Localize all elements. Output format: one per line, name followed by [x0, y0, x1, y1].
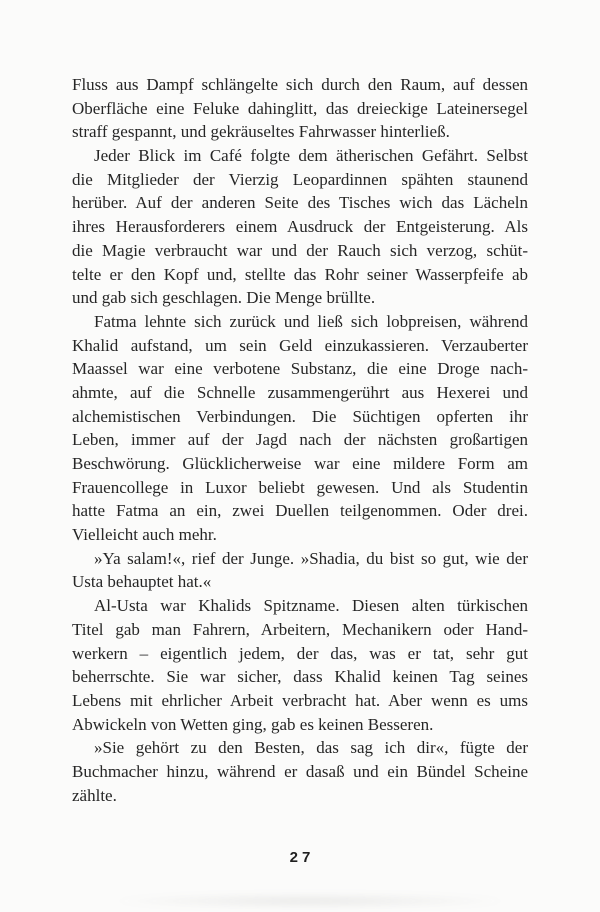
text-line: Fluss aus Dampf schlängelte sich durch den Raum, auf dessen	[72, 75, 528, 94]
text-line: straff gespannt, und gekräuseltes Fahrwasser hinterließ.	[72, 122, 450, 142]
text-line: Abwickeln von Wetten ging, gab es keinen Besseren.	[72, 714, 434, 734]
text-line: alchemistischen Verbindungen. Die Süchtigen opferten ihr	[72, 406, 528, 426]
text-line: Oberfläche eine Feluke dahinglitt, das dreieckige Lateinersegel	[72, 98, 528, 118]
show-through-smudge	[120, 893, 500, 909]
text-line: telte er den Kopf und, stellte das Rohr seiner Wasserpfeife ab	[72, 264, 528, 284]
text-line: und gab sich geschlagen. Die Menge brüllte.	[72, 288, 376, 308]
text-line: Beschwörung. Glücklicherweise war eine mildere Form am	[72, 454, 528, 473]
page-number: 27	[289, 849, 315, 866]
page-text	[72, 73, 528, 807]
text-line: Fatma lehnte sich zurück und ließ sich lobpreisen, während	[94, 311, 528, 331]
text-line: Lebens mit ehrlicher Arbeit verbracht hat. Aber wenn es ums	[72, 690, 528, 710]
text-line: ihres Herausforderers einem Ausdruck der Entgeisterung. Als	[72, 217, 528, 237]
text-line: »Sie gehört zu den Besten, das sag ich dir«, fügte der	[94, 738, 528, 758]
text-line: werkern – eigentlich jedem, der das, was er tat, sehr gut	[72, 643, 528, 663]
text-line: Maassel war eine verbotene Substanz, die eine Droge nach-	[72, 359, 528, 379]
text-line: Jeder Blick im Café folgte dem ätherischen Gefährt. Selbst	[94, 146, 528, 166]
text-line: Usta behauptet hat.«	[72, 572, 212, 592]
text-line: Titel gab man Fahrern, Arbeitern, Mechanikern oder Hand-	[72, 619, 528, 639]
text-line: hatte Fatma an ein, zwei Duellen teilgenommen. Oder drei.	[72, 501, 528, 521]
text-line: Buchmacher hinzu, während er dasaß und ein Bündel Scheine	[72, 761, 528, 781]
text-line: Vielleicht auch mehr.	[72, 525, 217, 545]
text-line: Khalid aufstand, um sein Geld einzukassieren. Verzauberter	[72, 335, 528, 355]
text-line: die Magie verbraucht war und der Rauch sich verzog, schüt-	[72, 240, 528, 260]
text-line: »Ya salam!«, rief der Junge. »Shadia, du bist so gut, wie der	[94, 548, 528, 568]
text-line: zählte.	[72, 785, 117, 805]
text-line: die Mitglieder der Vierzig Leopardinnen spähten staunend	[72, 169, 528, 189]
text-line: Al-Usta war Khalids Spitzname. Diesen alten türkischen	[94, 596, 528, 616]
text-line: ahmte, auf die Schnelle zusammengerührt aus Hexerei und	[72, 382, 528, 402]
text-line: herüber. Auf der anderen Seite des Tisches wich das Lächeln	[72, 193, 528, 213]
text-line: Leben, immer auf der Jagd nach der nächsten großartigen	[72, 430, 528, 450]
text-line: Frauencollege in Luxor beliebt gewesen. Und als Studentin	[72, 477, 528, 497]
text-line: beherrschte. Sie war sicher, dass Khalid keinen Tag seines	[72, 667, 528, 687]
